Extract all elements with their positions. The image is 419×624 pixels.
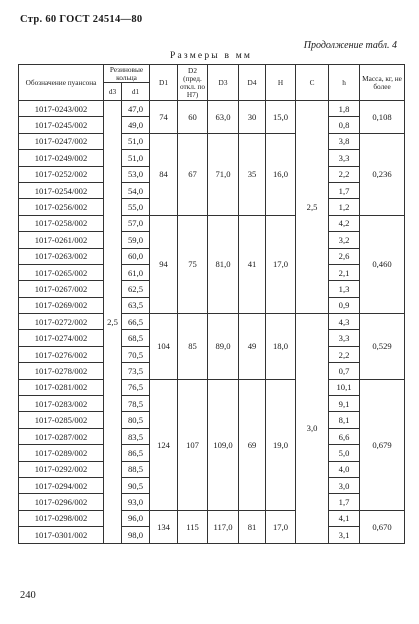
h-cell: 1,3 [329, 281, 360, 297]
h-cell: 4,2 [329, 215, 360, 231]
d1-cell: 51,0 [122, 133, 150, 149]
D2-cell: 67 [178, 133, 208, 215]
col-d1: d1 [122, 83, 150, 101]
designation-cell: 1017-0274/002 [19, 330, 104, 346]
designation-cell: 1017-0301/002 [19, 527, 104, 543]
h-cell: 0,9 [329, 297, 360, 313]
table-row [19, 379, 405, 395]
C-cell: 2,5 [296, 101, 329, 314]
D1-cell: 84 [150, 133, 178, 215]
designation-cell: 1017-0285/002 [19, 412, 104, 428]
H-cell: 16,0 [266, 133, 296, 215]
d1-cell: 51,0 [122, 150, 150, 166]
d1-cell: 54,0 [122, 182, 150, 198]
h-cell: 2,2 [329, 166, 360, 182]
d1-cell: 59,0 [122, 232, 150, 248]
col-h: h [329, 65, 360, 101]
d1-cell: 76,5 [122, 379, 150, 395]
designation-cell: 1017-0283/002 [19, 396, 104, 412]
h-cell: 1,7 [329, 182, 360, 198]
d1-cell: 83,5 [122, 428, 150, 444]
spec-table [18, 64, 405, 544]
d1-cell: 93,0 [122, 494, 150, 510]
D4-cell: 81 [239, 510, 266, 543]
D1-cell: 134 [150, 510, 178, 543]
d1-cell: 68,5 [122, 330, 150, 346]
col-ring: Резиновые кольца [104, 65, 150, 83]
col-D3: D3 [208, 65, 239, 101]
d1-cell: 80,5 [122, 412, 150, 428]
d1-cell: 47,0 [122, 101, 150, 117]
d1-cell: 70,5 [122, 346, 150, 362]
designation-cell: 1017-0261/002 [19, 232, 104, 248]
designation-cell: 1017-0254/002 [19, 182, 104, 198]
designation-cell: 1017-0278/002 [19, 363, 104, 379]
designation-cell: 1017-0245/002 [19, 117, 104, 133]
dimensions-caption: Размеры в мм [170, 51, 253, 61]
h-cell: 1,2 [329, 199, 360, 215]
H-cell: 17,0 [266, 510, 296, 543]
d1-cell: 90,5 [122, 477, 150, 493]
page-header: Стр. 60 ГОСТ 24514—80 [20, 14, 143, 25]
d1-cell: 53,0 [122, 166, 150, 182]
d1-cell: 49,0 [122, 117, 150, 133]
designation-cell: 1017-0243/002 [19, 101, 104, 117]
designation-cell: 1017-0272/002 [19, 314, 104, 330]
d1-cell: 61,0 [122, 264, 150, 280]
h-cell: 2,6 [329, 248, 360, 264]
D4-cell: 49 [239, 314, 266, 380]
mass-cell: 0,679 [360, 379, 405, 510]
col-designation: Обозначение пуансона [19, 65, 104, 101]
d1-cell: 78,5 [122, 396, 150, 412]
h-cell: 10,1 [329, 379, 360, 395]
D4-cell: 30 [239, 101, 266, 134]
h-cell: 4,0 [329, 461, 360, 477]
designation-cell: 1017-0289/002 [19, 445, 104, 461]
col-mass: Масса, кг, не более [360, 65, 405, 101]
table-row [19, 133, 405, 149]
h-cell: 4,3 [329, 314, 360, 330]
d1-cell: 66,5 [122, 314, 150, 330]
h-cell: 3,0 [329, 477, 360, 493]
D4-cell: 69 [239, 379, 266, 510]
H-cell: 18,0 [266, 314, 296, 380]
D3-cell: 81,0 [208, 215, 239, 313]
designation-cell: 1017-0276/002 [19, 346, 104, 362]
D3-cell: 71,0 [208, 133, 239, 215]
d1-cell: 62,5 [122, 281, 150, 297]
h-cell: 3,3 [329, 150, 360, 166]
designation-cell: 1017-0258/002 [19, 215, 104, 231]
h-cell: 1,8 [329, 101, 360, 117]
D2-cell: 115 [178, 510, 208, 543]
h-cell: 3,3 [329, 330, 360, 346]
h-cell: 3,1 [329, 527, 360, 543]
H-cell: 19,0 [266, 379, 296, 510]
designation-cell: 1017-0263/002 [19, 248, 104, 264]
D4-cell: 41 [239, 215, 266, 313]
h-cell: 0,7 [329, 363, 360, 379]
designation-cell: 1017-0269/002 [19, 297, 104, 313]
d3-cell: 2,5 [104, 101, 122, 544]
col-H: H [266, 65, 296, 101]
continuation-caption: Продолжение табл. 4 [303, 40, 397, 51]
designation-cell: 1017-0287/002 [19, 428, 104, 444]
D1-cell: 74 [150, 101, 178, 134]
col-D4: D4 [239, 65, 266, 101]
D3-cell: 109,0 [208, 379, 239, 510]
designation-cell: 1017-0294/002 [19, 477, 104, 493]
designation-cell: 1017-0281/002 [19, 379, 104, 395]
D3-cell: 63,0 [208, 101, 239, 134]
D1-cell: 124 [150, 379, 178, 510]
h-cell: 8,1 [329, 412, 360, 428]
h-cell: 0,8 [329, 117, 360, 133]
C-cell: 3,0 [296, 314, 329, 543]
col-d3: d3 [104, 83, 122, 101]
h-cell: 3,2 [329, 232, 360, 248]
designation-cell: 1017-0265/002 [19, 264, 104, 280]
h-cell: 3,8 [329, 133, 360, 149]
designation-cell: 1017-0252/002 [19, 166, 104, 182]
h-cell: 2,2 [329, 346, 360, 362]
h-cell: 9,1 [329, 396, 360, 412]
col-D1: D1 [150, 65, 178, 101]
d1-cell: 88,5 [122, 461, 150, 477]
d1-cell: 96,0 [122, 510, 150, 526]
D1-cell: 94 [150, 215, 178, 313]
d1-cell: 60,0 [122, 248, 150, 264]
h-cell: 6,6 [329, 428, 360, 444]
mass-cell: 0,108 [360, 101, 405, 134]
D3-cell: 117,0 [208, 510, 239, 543]
h-cell: 4,1 [329, 510, 360, 526]
table-row [19, 101, 405, 117]
table-row [19, 510, 405, 526]
D2-cell: 107 [178, 379, 208, 510]
d1-cell: 63,5 [122, 297, 150, 313]
H-cell: 15,0 [266, 101, 296, 134]
h-cell: 1,7 [329, 494, 360, 510]
d1-cell: 86,5 [122, 445, 150, 461]
mass-cell: 0,670 [360, 510, 405, 543]
designation-cell: 1017-0247/002 [19, 133, 104, 149]
designation-cell: 1017-0292/002 [19, 461, 104, 477]
D1-cell: 104 [150, 314, 178, 380]
designation-cell: 1017-0296/002 [19, 494, 104, 510]
h-cell: 2,1 [329, 264, 360, 280]
D3-cell: 89,0 [208, 314, 239, 380]
d1-cell: 98,0 [122, 527, 150, 543]
mass-cell: 0,460 [360, 215, 405, 313]
D2-cell: 60 [178, 101, 208, 134]
designation-cell: 1017-0267/002 [19, 281, 104, 297]
table-row [19, 215, 405, 231]
d1-cell: 73,5 [122, 363, 150, 379]
D2-cell: 85 [178, 314, 208, 380]
designation-cell: 1017-0249/002 [19, 150, 104, 166]
h-cell: 5,0 [329, 445, 360, 461]
d1-cell: 55,0 [122, 199, 150, 215]
col-C: C [296, 65, 329, 101]
mass-cell: 0,529 [360, 314, 405, 380]
col-D2: D2 (пред. откл. по H7) [178, 65, 208, 101]
page-number: 240 [20, 590, 36, 601]
D4-cell: 35 [239, 133, 266, 215]
d1-cell: 57,0 [122, 215, 150, 231]
table-row [19, 314, 405, 330]
designation-cell: 1017-0298/002 [19, 510, 104, 526]
D2-cell: 75 [178, 215, 208, 313]
H-cell: 17,0 [266, 215, 296, 313]
mass-cell: 0,236 [360, 133, 405, 215]
designation-cell: 1017-0256/002 [19, 199, 104, 215]
